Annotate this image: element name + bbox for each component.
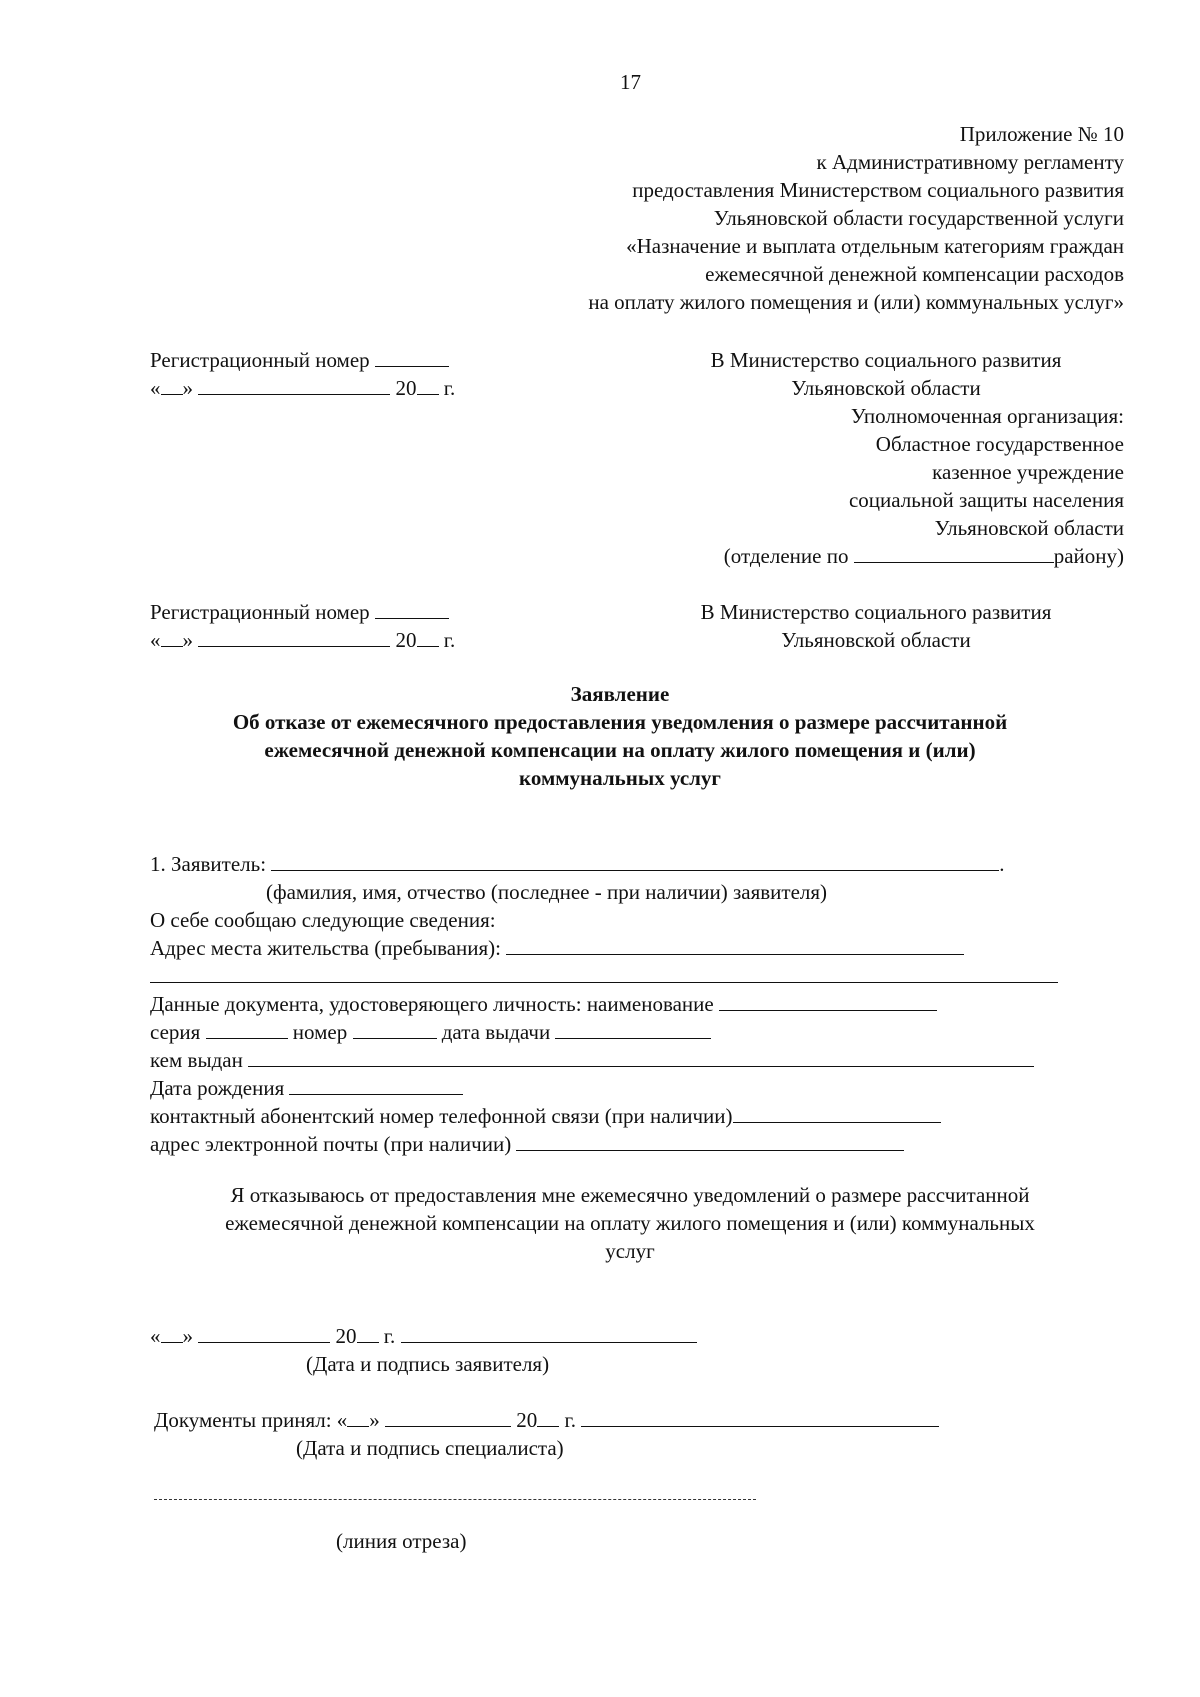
org-line: социальной защиты населения: [848, 488, 1124, 512]
registration-label: Регистрационный номер: [150, 348, 370, 372]
year-prefix: 20: [395, 376, 417, 400]
month-field[interactable]: [198, 1324, 330, 1343]
appendix-header: [424, 120, 1124, 316]
phone-field[interactable]: [733, 1104, 941, 1123]
registration-number-2: [150, 598, 449, 626]
issued-by-label: кем выдан: [150, 1048, 243, 1072]
issue-date-field[interactable]: [555, 1020, 711, 1039]
issue-date-label: дата выдачи: [441, 1020, 551, 1044]
year-prefix: 20: [335, 1324, 357, 1348]
appendix-line: Приложение № 10: [959, 122, 1124, 146]
phone-row: [150, 1102, 941, 1130]
statement-line: Я отказываюсь от предоставления мне ежемесячно уведомлений о размере рассчитанной: [230, 1183, 1030, 1207]
email-row: [150, 1130, 904, 1158]
day-field[interactable]: [347, 1408, 369, 1427]
year-suffix: г.: [443, 376, 456, 400]
applicant-name-field[interactable]: [271, 852, 999, 871]
quote-close: »: [369, 1408, 380, 1432]
registration-date-2: [150, 626, 455, 654]
year-suffix: г.: [564, 1408, 577, 1432]
specialist-signature-row: [154, 1406, 939, 1434]
email-field[interactable]: [516, 1132, 904, 1151]
year-suffix: г.: [383, 1324, 396, 1348]
series-label: серия: [150, 1020, 201, 1044]
cut-line: [154, 1499, 756, 1500]
id-document-name-field[interactable]: [719, 992, 937, 1011]
about-self: О себе сообщаю следующие сведения:: [150, 908, 496, 932]
appendix-line: ежемесячной денежной компенсации расходов: [705, 262, 1124, 286]
birth-date-label: Дата рождения: [150, 1076, 285, 1100]
department-line: [624, 542, 1124, 570]
address-row-2: [150, 962, 1058, 990]
department-suffix: району): [1053, 544, 1124, 568]
recipient-line: В Министерство социального развития: [710, 348, 1062, 372]
birth-date-row: [150, 1074, 463, 1102]
applicant-label: 1. Заявитель:: [150, 852, 267, 876]
phone-label: контактный абонентский номер телефонной связи (при наличии): [150, 1104, 733, 1128]
year-field[interactable]: [537, 1408, 559, 1427]
appendix-line: «Назначение и выплата отдельным категориям граждан: [626, 234, 1124, 258]
specialist-signature-hint: (Дата и подпись специалиста): [296, 1436, 564, 1460]
year-field[interactable]: [417, 376, 439, 395]
title-line: ежемесячной денежной компенсации на оплату жилого помещения и (или): [264, 738, 976, 762]
id-document-row: [150, 990, 937, 1018]
quote-close: »: [182, 628, 193, 652]
quote-close: »: [182, 1324, 193, 1348]
day-field[interactable]: [161, 376, 183, 395]
id-document-label: Данные документа, удостоверяющего личность: наименование: [150, 992, 714, 1016]
org-line: Ульяновской области: [934, 516, 1124, 540]
recipient-line: Ульяновской области: [781, 628, 971, 652]
org-line: Уполномоченная организация:: [850, 404, 1124, 428]
year-prefix: 20: [516, 1408, 538, 1432]
month-field[interactable]: [385, 1408, 511, 1427]
quote-open: «: [150, 1324, 161, 1348]
department-prefix: (отделение по: [723, 544, 849, 568]
series-field[interactable]: [206, 1020, 288, 1039]
org-line: Областное государственное: [875, 432, 1124, 456]
appendix-line: к Административному регламенту: [816, 150, 1124, 174]
number-label: номер: [292, 1020, 348, 1044]
number-field[interactable]: [353, 1020, 437, 1039]
refusal-statement: [150, 1181, 1110, 1265]
year-suffix: г.: [443, 628, 456, 652]
title-line: коммунальных услуг: [519, 766, 721, 790]
appendix-line: Ульяновской области государственной услуги: [713, 206, 1124, 230]
applicant-hint: (фамилия, имя, отчество (последнее - при наличии) заявителя): [266, 880, 828, 904]
appendix-line: предоставления Министерством социального развития: [632, 178, 1124, 202]
year-field[interactable]: [417, 628, 439, 647]
cut-line-label: (линия отреза): [336, 1529, 467, 1553]
appendix-line: на оплату жилого помещения и (или) коммунальных услуг»: [588, 290, 1124, 314]
address-field-continued[interactable]: [150, 964, 1058, 983]
title-heading: Заявление: [570, 682, 670, 706]
applicant-signature-hint: (Дата и подпись заявителя): [306, 1352, 550, 1376]
birth-date-field[interactable]: [289, 1076, 463, 1095]
recipient-line: В Министерство социального развития: [700, 600, 1052, 624]
accepted-label: Документы принял:: [154, 1408, 332, 1432]
month-field[interactable]: [198, 628, 390, 647]
org-line: казенное учреждение: [932, 460, 1124, 484]
applicant-row: 1. Заявитель: .: [150, 852, 1005, 876]
quote-close: »: [182, 376, 193, 400]
address-row: [150, 934, 964, 962]
registration-number-field[interactable]: [375, 348, 449, 367]
year-prefix: 20: [395, 628, 417, 652]
issued-by-row: [150, 1046, 1034, 1074]
registration-date-1: [150, 374, 455, 402]
day-field[interactable]: [161, 1324, 183, 1343]
department-district-field[interactable]: [854, 544, 1054, 563]
registration-number-field[interactable]: [375, 600, 449, 619]
quote-open: «: [150, 628, 161, 652]
recipient-ministry-2: [646, 598, 1106, 654]
address-label: Адрес места жительства (пребывания):: [150, 936, 502, 960]
month-field[interactable]: [198, 376, 390, 395]
title-line: Об отказе от ежемесячного предоставления уведомления о размере рассчитанной: [232, 710, 1008, 734]
applicant-signature-row: [150, 1322, 697, 1350]
address-field[interactable]: [506, 936, 964, 955]
quote-open: «: [336, 1408, 348, 1432]
recipient-ministry-1: [656, 346, 1116, 402]
specialist-signature-field[interactable]: [581, 1408, 939, 1427]
email-label: адрес электронной почты (при наличии): [150, 1132, 512, 1156]
issued-by-field[interactable]: [248, 1048, 1034, 1067]
document-title: [120, 680, 1120, 792]
statement-line: ежемесячной денежной компенсации на оплату жилого помещения и (или) коммунальных: [225, 1211, 1035, 1235]
applicant-signature-field[interactable]: [401, 1324, 697, 1343]
registration-number-1: [150, 346, 449, 374]
day-field[interactable]: [161, 628, 183, 647]
quote-open: «: [150, 376, 161, 400]
registration-label: Регистрационный номер: [150, 600, 370, 624]
id-series-row: [150, 1018, 711, 1046]
page-number: 17: [620, 70, 641, 94]
recipient-line: Ульяновской области: [791, 376, 981, 400]
year-field[interactable]: [357, 1324, 379, 1343]
authorized-organization: [624, 402, 1124, 570]
statement-line: услуг: [605, 1239, 655, 1263]
